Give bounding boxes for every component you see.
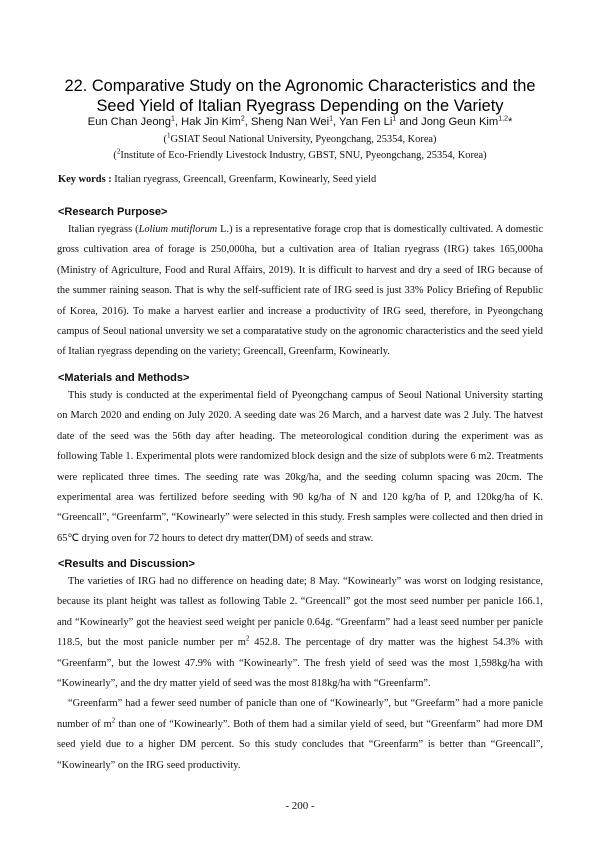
- text-run: “Greenfarm” had a fewer seed number of panicle than one of “Kowinearly”, but “Greefarm” had a more panicle number of m: [57, 698, 543, 730]
- paragraph: This study is conducted at the experimental field of Pyeongchang campus of Seoul National University starting on March 2020 and ending on July 2020. A seeding date was 26 March, and a harvest date was 2 July. The hatvest date of the seed was the 56th day after heading. The meteorological condition during the experiment was as following Table 1. Experimental plots were randomized block design and the size of subplots were 6 m2. Treatments were replicated three times. The seeding rate was 20kg/ha, and the seeding column spacing was 20cm. The experimental area was fertilized before seeding with 90 kg/ha of N and 120 kg/ha of P, and 120kg/ha of K. “Greencall”, “Greenfarm”, “Kowinearly” were selected in this study. Fresh samples were collected and then dried in 65℃ drying oven for 72 hours to detect dry matter(DM) of seeds and straw.: [57, 390, 543, 544]
- author-name: Hak Jin Kim: [181, 116, 241, 128]
- author-affiliation-mark: 2: [240, 115, 245, 123]
- paragraph: [57, 220, 543, 363]
- keywords-text: Italian ryegrass, Greencall, Greenfarm, Kowinearly, Seed yield: [114, 174, 377, 185]
- section-heading-research-purpose: <Research Purpose>: [58, 206, 168, 218]
- superscript: 2: [111, 716, 116, 725]
- author-affiliation-mark: 1: [171, 115, 175, 123]
- paper-title-line-1: 22. Comparative Study on the Agronomic Characteristics and the: [64, 77, 536, 95]
- paragraph: [57, 694, 543, 776]
- author-affiliation-mark: 1,2: [498, 115, 508, 123]
- affiliation-1: ($^1$GSIAT Seoul National University, Pyeongchang, 25354, Korea): [163, 131, 437, 145]
- author-name: Sheng Nan Wei: [250, 116, 330, 128]
- keywords-label: Key words :: [58, 174, 112, 185]
- author-affiliation-mark: 1: [329, 115, 334, 123]
- text-run: L.) is a representative forage crop that is domestically cultivated. A domestic gross cultivation area of forage is 250,000ha, but a cultivation area of Italian ryegrass (IRG) takes 165,000ha (Ministry of Agriculture, Food and Rural Affairs, 2019). It is difficult to harvest and dry a seed of IRG because of the summer raining season. That is why the self-sufficient rate of IRG seed is just 33% Policy Briefing of Republic of Korea, 2016). To make a harvest earlier and increase a productivity of IRG seed, therefore, in Pyeongchang campus of Seoul national unversity we set a comparatative study on the agronomic characteristics and the seed yield of Italian ryegrass depending on the variety; Greencall, Greenfarm, Kowinearly.: [57, 224, 544, 358]
- text-run: Italian ryegrass (: [68, 224, 139, 235]
- corresponding-author-mark: *: [507, 116, 513, 128]
- author-list: Eun Chan Jeong$^1$, Hak Jin Kim$^2$, Sheng Nan Wei$^1$, Yan Fen Li$^1$ and Jong Geun Kim$^{1,2}$*: [87, 115, 513, 128]
- author-name: Yan Fen Li: [339, 116, 393, 128]
- research-purpose-body: [57, 220, 543, 363]
- text-run: than one of “Kowinearly”. Both of them had a similar yield of seed, but “Greenfarm” had more DM seed yield due to a higher DM percent. So this study concludes that “Greenfarm” is better than “Greencall”, “Kowinearly” on the IRG seed productivity.: [57, 718, 543, 771]
- page-number: - 200 -: [285, 800, 315, 812]
- species-name: Lolium mutiflorum: [138, 224, 218, 235]
- materials-methods-body: [57, 386, 543, 549]
- section-heading-materials-methods: <Materials and Methods>: [58, 372, 190, 384]
- affiliation-mark: 2: [116, 147, 121, 156]
- text-run: The varieties of IRG had no difference on heading date; 8 May. “Kowinearly” was worst on lodging resistance, because its plant height was tallest as following Table 2. “Greencall” got the most seed number per panicle 166.1, and “Kowinearly” got the heaviest seed weight per panicle 0.64g. “Greenfarm” had a least seed number per panicle 118.5, but the most panicle number per m: [57, 576, 543, 649]
- affiliation-text: GSIAT Seoul National University, Pyeongchang, 25354, Korea): [170, 134, 437, 145]
- results-discussion-body: [57, 572, 543, 776]
- affiliation-2: ($^2$Institute of Eco-Friendly Livestock Industry, GBST, SNU, Pyeongchang, 25354, Korea): [113, 147, 487, 161]
- author-affiliation-mark: 1: [392, 115, 397, 123]
- superscript: 2: [245, 634, 250, 643]
- affiliation-mark: 1: [166, 131, 171, 140]
- keywords: [58, 174, 376, 185]
- paragraph: [57, 572, 543, 694]
- text-run: 452.8. The percentage of dry matter was the highest 54.3% with “Greenfarm”, but the lowest 47.9% with “Kowinearly”. The fresh yield of seed was the most 1,598kg/ha with “Kowinearly”, and the dry matter yield of seed was the most 818kg/ha with “Greenfarm”.: [57, 637, 543, 690]
- section-heading-results-discussion: <Results and Discussion>: [58, 558, 195, 570]
- paper-title-line-2: Seed Yield of Italian Ryegrass Depending on the Variety: [96, 97, 504, 115]
- affiliation-text: Institute of Eco-Friendly Livestock Industry, GBST, SNU, Pyeongchang, 25354, Korea): [120, 150, 487, 161]
- author-name: Jong Geun Kim: [421, 116, 499, 128]
- author-name: Eun Chan Jeong: [87, 116, 172, 128]
